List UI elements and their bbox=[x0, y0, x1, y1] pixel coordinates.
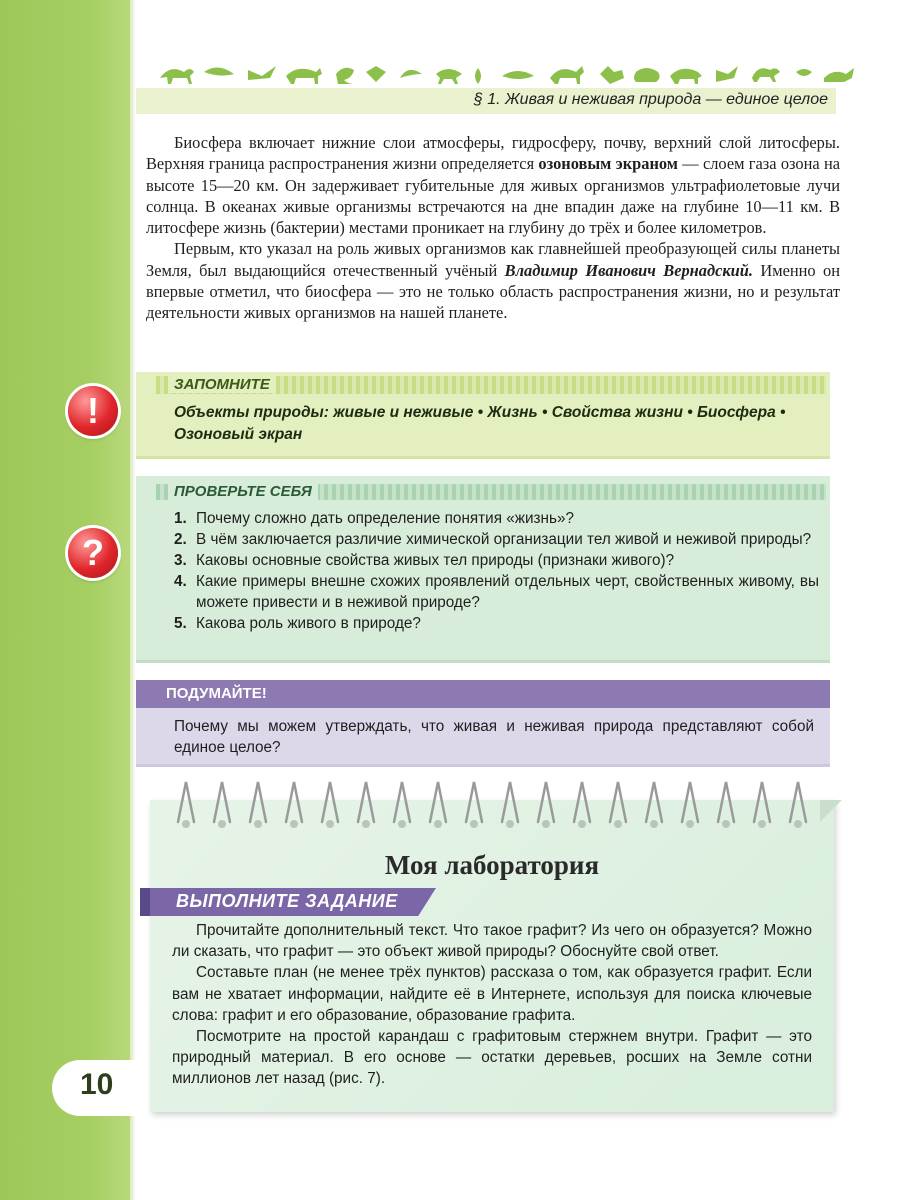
paragraph-2: Первым, кто указал на роль живых организмов как главнейшей преобразующей силы планеты Земля, был выдающийся отечественный учёный Владимир Иванович Вернадский. Именно он впервые отметил, что биосфера — это не только область распространения жизни, но и результат деятельности живых организмов на нашей планете. bbox=[146, 239, 840, 323]
main-text bbox=[146, 132, 840, 324]
notebook-spiral-icon bbox=[168, 776, 828, 832]
remember-title: ЗАПОМНИТЕ bbox=[168, 376, 276, 393]
think-box bbox=[136, 680, 830, 767]
lab-task-text bbox=[172, 920, 812, 1090]
list-item: 3. Каковы основные свойства живых тел природы (признаки живого)? bbox=[174, 552, 675, 569]
task-title: ВЫПОЛНИТЕ ЗАДАНИЕ bbox=[176, 891, 398, 911]
think-title: ПОДУМАЙТЕ! bbox=[166, 685, 267, 702]
remember-terms: Объекты природы: живые и неживые • Жизнь • Свойства жизни • Биосфера • Озоновый экран bbox=[174, 404, 786, 443]
lab-paragraph-2: Составьте план (не менее трёх пунктов) рассказа о том, как образуется графит. Если вам не хватает информации, найдите её в Интернете, используя для поиска ключевые слова: графит и его образование, образование графита. bbox=[172, 964, 812, 1024]
lab-paragraph-3: Посмотрите на простой карандаш с графитовым стержнем внутри. Графит — это природный материал. В его основе — остатки деревьев, росших на Земле сотни миллионов лет назад (рис. 7). bbox=[172, 1028, 812, 1088]
list-item: 2. В чём заключается различие химической организации тел живой и неживой природы? bbox=[174, 531, 812, 548]
left-sidebar bbox=[0, 0, 130, 1200]
list-item: 5. Какова роль живого в природе? bbox=[174, 615, 421, 632]
questions-list bbox=[174, 508, 819, 634]
section-title: § 1. Живая и неживая природа — единое целое bbox=[473, 91, 828, 108]
term-ozone-screen: озоновым экраном bbox=[538, 154, 678, 174]
task-tab-accent bbox=[140, 888, 150, 916]
paragraph-1: Биосфера включает нижние слои атмосферы, гидросферу, почву, верхний слой литосферы. Верхняя граница распространения жизни определяется озоновым экраном — слоем газа озона на высоте 15—20 км. Он задерживает губительные для живых организмов ультрафиолетовые лучи солнца. В океанах живые организмы встречаются на дне впадин даже на глубине 10—11 км. В литосфере жизнь (бактерии) местами проникает на глубину до трёх и более километров. bbox=[146, 133, 840, 238]
list-item: 4. Какие примеры внешне схожих проявлений отдельных черт, свойственных живому, вы можете привести и в неживой природе? bbox=[174, 573, 819, 611]
animal-silhouettes-strip bbox=[160, 60, 865, 86]
remember-box bbox=[136, 372, 830, 459]
think-question: Почему мы можем утверждать, что живая и неживая природа представляют собой единое целое? bbox=[174, 718, 814, 756]
scientist-name: Владимир Иванович Вернадский. bbox=[504, 260, 754, 280]
question-icon: ? bbox=[68, 528, 118, 578]
think-header bbox=[136, 680, 830, 708]
lab-paragraph-1: Прочитайте дополнительный текст. Что такое графит? Из чего он образуется? Можно ли сказать, что графит — это объект живой природы? Обоснуйте свой ответ. bbox=[172, 922, 812, 961]
lab-title: Моя лаборатория bbox=[384, 850, 600, 880]
exclamation-icon: ! bbox=[68, 386, 118, 436]
list-item: 1. Почему сложно дать определение понятия «жизнь»? bbox=[174, 510, 574, 527]
check-title: ПРОВЕРЬТЕ СЕБЯ bbox=[168, 483, 318, 500]
check-yourself-box bbox=[136, 476, 830, 663]
section-header-bar bbox=[136, 88, 836, 114]
page-number: 10 bbox=[80, 1068, 114, 1101]
